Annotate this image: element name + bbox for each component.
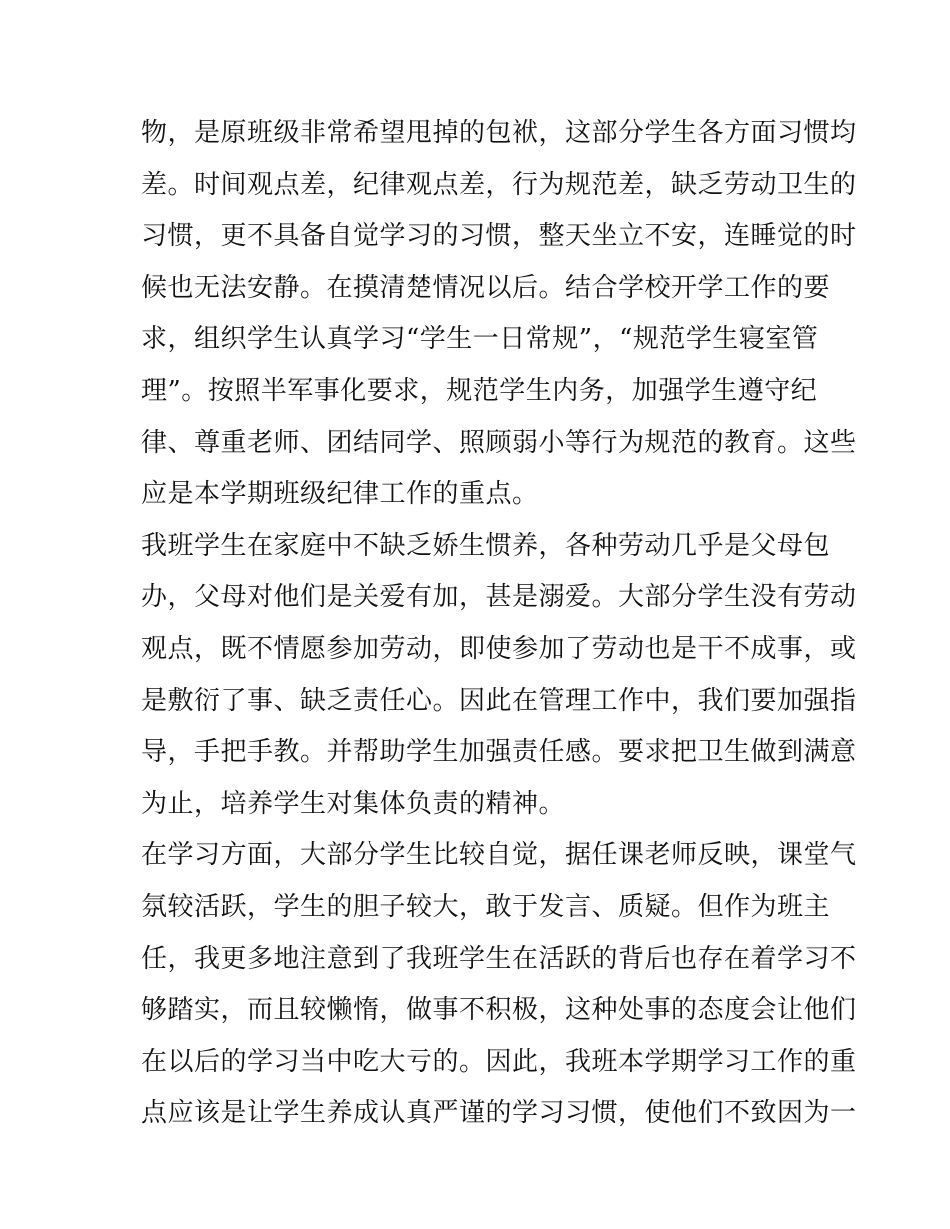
text-line: 求，组织学生认真学习“学生一日常规”，“规范学生寝室管 [141, 324, 819, 355]
text-line: 点应该是让学生养成认真严谨的学习习惯，使他们不致因为一 [141, 1098, 857, 1129]
body-text [141, 108, 857, 1140]
text-line: 理”。按照半军事化要求，规范学生内务，加强学生遵守纪 [141, 375, 818, 406]
text-line: 律、尊重老师、团结同学、照顾弱小等行为规范的教育。这些 [141, 427, 857, 458]
text-line: 候也无法安静。在摸清楚情况以后。结合学校开学工作的要 [141, 272, 831, 303]
text-line: 在学习方面，大部分学生比较自觉，据任课老师反映，课堂气 [141, 840, 857, 871]
text-line: 差。时间观点差，纪律观点差，行为规范差，缺乏劳动卫生的 [141, 169, 857, 200]
text-line: 我班学生在家庭中不缺乏娇生惯养，各种劳动几乎是父母包 [141, 530, 831, 561]
text-line: 观点，既不情愿参加劳动，即使参加了劳动也是干不成事，或 [141, 633, 857, 664]
text-line: 为止，培养学生对集体负责的精神。 [141, 788, 566, 819]
text-line: 办，父母对他们是关爱有加，甚是溺爱。大部分学生没有劳动 [141, 582, 857, 613]
text-line: 是敷衍了事、缺乏责任心。因此在管理工作中，我们要加强指 [141, 685, 857, 716]
text-line: 任，我更多地注意到了我班学生在活跃的背后也存在着学习不 [141, 943, 857, 974]
text-line: 应是本学期班级纪律工作的重点。 [141, 479, 539, 510]
text-line: 习惯，更不具备自觉学习的习惯，整天坐立不安，连睡觉的时 [141, 221, 857, 252]
text-line: 氛较活跃，学生的胆子较大，敢于发言、质疑。但作为班主 [141, 891, 831, 922]
text-line: 在以后的学习当中吃大亏的。因此，我班本学期学习工作的重 [141, 1046, 857, 1077]
text-line: 导，手把手教。并帮助学生加强责任感。要求把卫生做到满意 [141, 737, 857, 768]
text-line: 物，是原班级非常希望甩掉的包袱，这部分学生各方面习惯均 [141, 118, 857, 148]
text-line: 够踏实，而且较懒惰，做事不积极，这种处事的态度会让他们 [141, 995, 857, 1026]
